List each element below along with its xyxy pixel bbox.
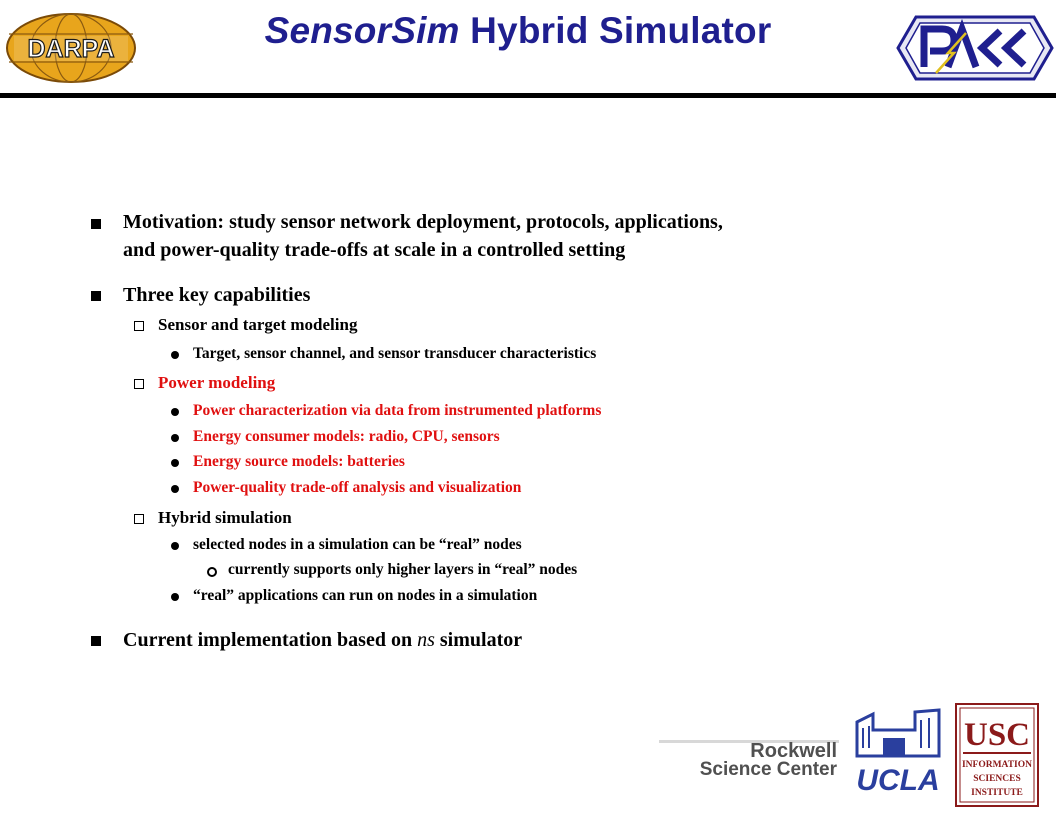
pacc-logo-text: PACC: [896, 15, 899, 16]
ring-bullet-icon: [207, 567, 217, 577]
hollow-square-bullet-icon: [134, 379, 144, 389]
implementation-text: Current implementation based on: [123, 629, 418, 651]
usc-sciences-text: SCIENCES: [973, 774, 1021, 784]
hybrid-item-2: “real” applications can run on nodes in a simulation: [193, 587, 538, 604]
implementation-suffix: simulator: [434, 629, 523, 651]
title-rest: Hybrid Simulator: [459, 10, 772, 51]
title-italic: SensorSim: [264, 10, 460, 51]
power-item: Power characterization via data from instrumented platforms: [193, 402, 602, 419]
motivation-line-2: and power-quality trade-offs at scale in a controlled setting: [123, 239, 626, 261]
rockwell-text: Rockwell: [750, 740, 837, 762]
usc-info-text: INFORMATION: [961, 760, 1033, 770]
dot-bullet-icon: [171, 408, 179, 416]
sensor-modeling-detail: Target, sensor channel, and sensor transducer characteristics: [193, 345, 597, 362]
implementation-line: [123, 626, 522, 654]
power-item: Energy consumer models: radio, CPU, sensors: [193, 428, 500, 445]
power-item: Energy source models: batteries: [193, 453, 405, 470]
motivation-line-1: Motivation: study sensor network deployment, protocols, applications,: [123, 211, 723, 233]
ucla-logo: [853, 708, 943, 800]
page-title: [0, 10, 1036, 52]
dot-bullet-icon: [171, 593, 179, 601]
hybrid-subitem: currently supports only higher layers in “real” nodes: [228, 561, 578, 578]
pacc-logo: [896, 15, 1054, 81]
hollow-square-bullet-icon: [134, 321, 144, 331]
hollow-square-bullet-icon: [134, 514, 144, 524]
power-modeling: Power modeling: [158, 373, 276, 392]
ucla-text: UCLA: [856, 764, 940, 797]
hybrid-item-1: selected nodes in a simulation can be “real” nodes: [193, 536, 522, 553]
ns-italic: ns: [417, 629, 435, 651]
square-bullet-icon: [91, 219, 101, 229]
dot-bullet-icon: [171, 434, 179, 442]
hybrid-simulation: Hybrid simulation: [158, 508, 292, 527]
square-bullet-icon: [91, 636, 101, 646]
header-rule: [0, 93, 1056, 98]
usc-isi-logo: [955, 703, 1039, 807]
sensor-modeling: Sensor and target modeling: [158, 315, 358, 334]
rockwell-science-center-logo: [659, 740, 839, 780]
science-center-text: Science Center: [699, 759, 837, 780]
dot-bullet-icon: [171, 459, 179, 467]
dot-bullet-icon: [171, 542, 179, 550]
darpa-logo-text: DARPA: [27, 35, 115, 63]
power-item: Power-quality trade-off analysis and visualization: [193, 479, 522, 496]
square-bullet-icon: [91, 291, 101, 301]
usc-text: USC: [963, 717, 1031, 753]
dot-bullet-icon: [171, 351, 179, 359]
dot-bullet-icon: [171, 485, 179, 493]
usc-institute-text: INSTITUTE: [971, 788, 1023, 798]
capabilities-heading: Three key capabilities: [123, 284, 311, 306]
